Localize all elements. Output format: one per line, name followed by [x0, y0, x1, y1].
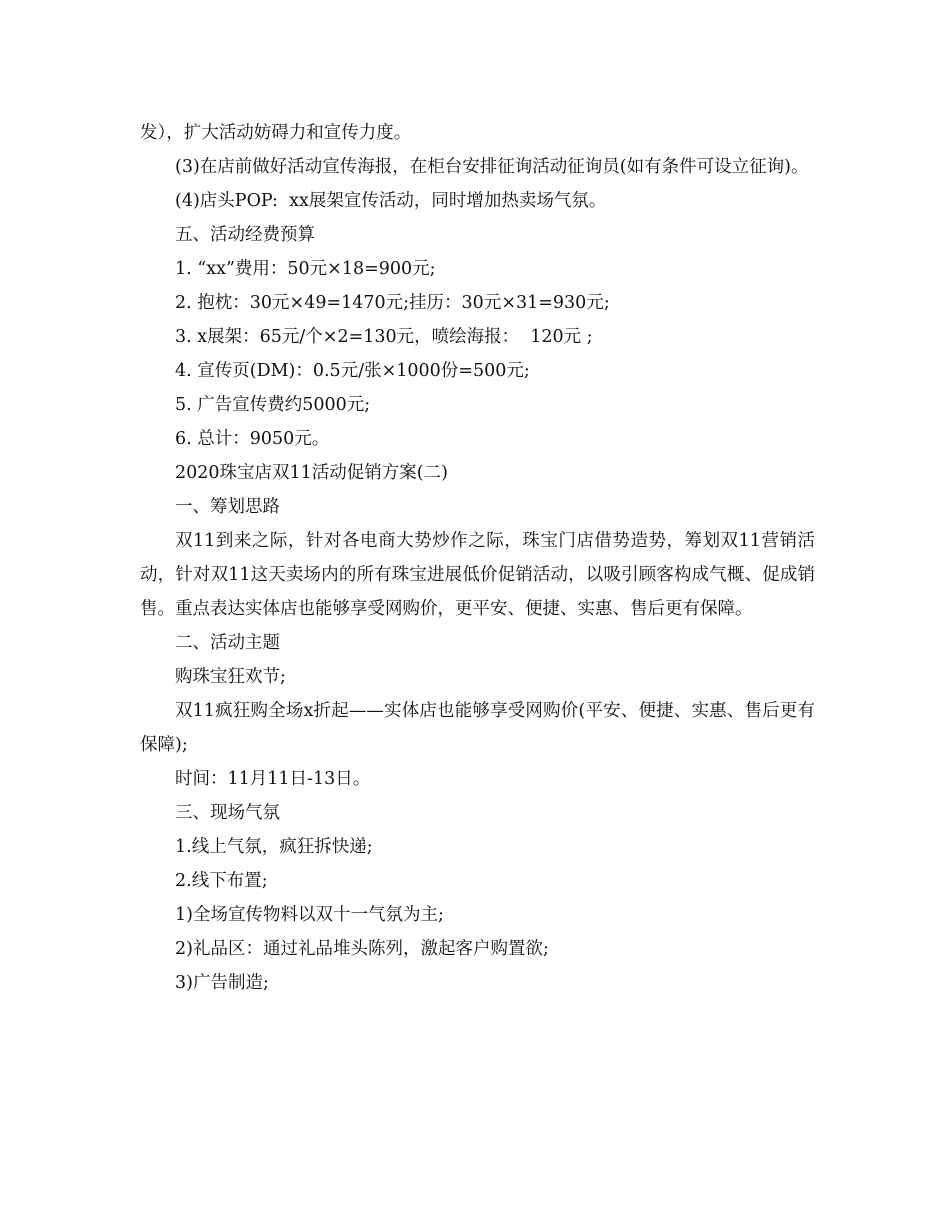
budget-item-6: 6. 总计：9050元。: [175, 429, 330, 449]
plan-title-2: 2020珠宝店双11活动促销方案(二): [175, 463, 448, 483]
layout-item-3: 3)广告制造;: [175, 973, 269, 993]
theme-line-1: 购珠宝狂欢节;: [175, 667, 286, 687]
budget-item-5: 5. 广告宣传费约5000元;: [175, 395, 371, 415]
theme-line-2: 双11疯狂购全场x折起——实体店也能够享受网购价(平安、便捷、实惠、售后更有保障);: [140, 701, 815, 755]
paragraph-continuation: 发），扩大活动妨碍力和宣传力度。: [140, 123, 412, 143]
section-heading-planning: 一、筹划思路: [175, 497, 280, 517]
document-body: [140, 116, 815, 1000]
budget-item-3: 3. x展架：65元/个×2=130元，喷绘海报： 120元 ;: [175, 327, 593, 347]
theme-time: 时间：11月11日-13日。: [175, 769, 371, 789]
paragraph-poster-arrangement: (3)在店前做好活动宣传海报，在柜台安排征询活动征询员(如有条件可设立征询)。: [175, 157, 809, 177]
layout-item-2: 2)礼品区：通过礼品堆头陈列，激起客户购置欲;: [175, 939, 549, 959]
atmosphere-item-2: 2.线下布置;: [175, 871, 268, 891]
paragraph-store-pop: (4)店头POP: xx展架宣传活动，同时增加热卖场气氛。: [175, 191, 607, 211]
section-heading-theme: 二、活动主题: [175, 633, 280, 653]
layout-item-1: 1)全场宣传物料以双十一气氛为主;: [175, 905, 444, 925]
budget-item-1: 1. “xx”费用：50元×18=900元;: [175, 259, 436, 279]
paragraph-planning-body: 双11到来之际，针对各电商大势炒作之际，珠宝门店借势造势，筹划双11营销活动，针对双11这天卖场内的所有珠宝进展低价促销活动，以吸引顾客构成气概、促成销售。重点表达实体店也能够享受网购价，更平安、便捷、实惠、售后更有保障。: [140, 531, 815, 619]
atmosphere-item-1: 1.线上气氛，疯狂拆快递;: [175, 837, 373, 857]
section-heading-budget: 五、活动经费预算: [175, 225, 315, 245]
section-heading-atmosphere: 三、现场气氛: [175, 803, 280, 823]
budget-item-2: 2. 抱枕：30元×49=1470元;挂历：30元×31=930元;: [175, 293, 610, 313]
budget-item-4: 4. 宣传页(DM)：0.5元/张×1000份=500元;: [175, 361, 530, 381]
